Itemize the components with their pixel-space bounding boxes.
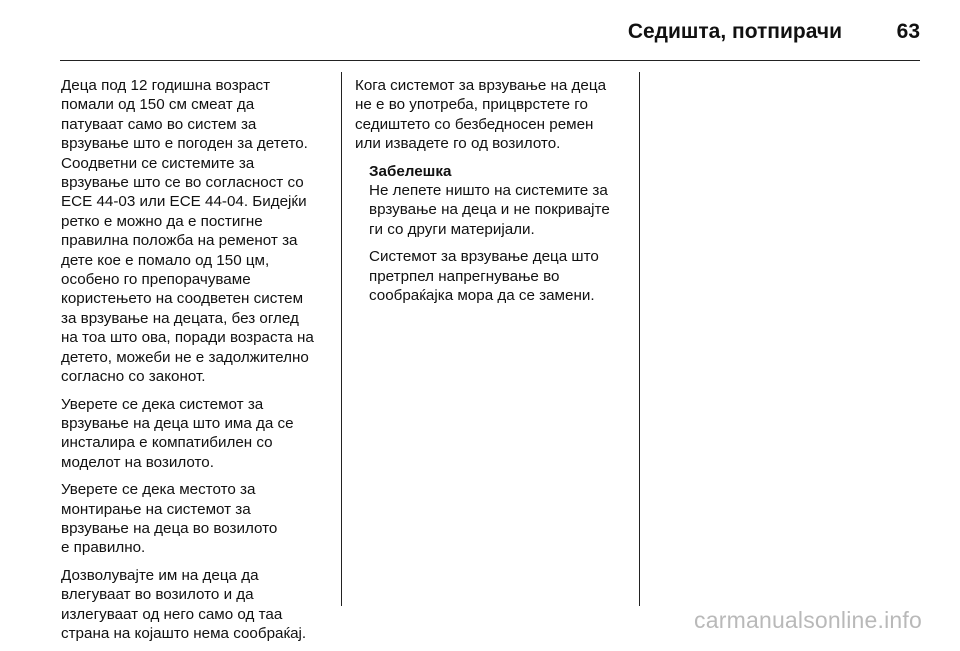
note-paragraph-covering: Не лепете ништо на системите за врзување на деца и не покривајте ги со други материјали. bbox=[369, 182, 610, 238]
page-header bbox=[60, 14, 920, 60]
paragraph-not-in-use: Кога системот за врзување на деца не е во употреба, прицврстете го седиштето со безбедносен ремен или извадете го од возилото. bbox=[355, 77, 607, 153]
page-number: 63 bbox=[896, 20, 920, 43]
note-block bbox=[369, 162, 631, 306]
middle-column bbox=[355, 76, 631, 313]
column-divider-left bbox=[341, 72, 342, 606]
column-divider-right bbox=[639, 72, 640, 606]
header-divider bbox=[60, 60, 920, 61]
paragraph-child-age-height: Деца под 12 годишна возраст помали од 150 см смеат да патуваат само во систем за врзување што е погоден за детето. Соодветни се системите за врзување што се во согласност со ECE 44-03 или ECE 44-04. Бидејќи ретко е можно да е постигне правилна положба на ременот за дете кое е помало од 150 цм, особено го препорачуваме користењето на соодветен систем за врзување на децата, без оглед на тоа што ова, поради возраста на детето, можеби не е задолжително согласно со законот. bbox=[61, 77, 314, 386]
left-column bbox=[61, 76, 333, 651]
section-title: Седишта, потпирачи bbox=[627, 20, 842, 43]
watermark: carmanualsonline.info bbox=[694, 607, 922, 633]
paragraph-mounting-location: Уверете се дека местото за монтирање на системот за врзување на деца во возилото е правилно. bbox=[61, 481, 278, 557]
paragraph-compatibility: Уверете се дека системот за врзување на деца што има да се инсталира е компатибилен со моделот на возилото. bbox=[61, 395, 294, 471]
note-title: Забелешка bbox=[369, 162, 452, 180]
paragraph-entry-exit: Дозволувајте им на деца да влегуваат во возилото и да излегуваат од него само од таа страна на којашто нема сообраќај. bbox=[61, 566, 307, 642]
note-paragraph-replace: Системот за врзување деца што претрпел напрегнување во сообраќајка мора да се замени. bbox=[369, 248, 599, 305]
